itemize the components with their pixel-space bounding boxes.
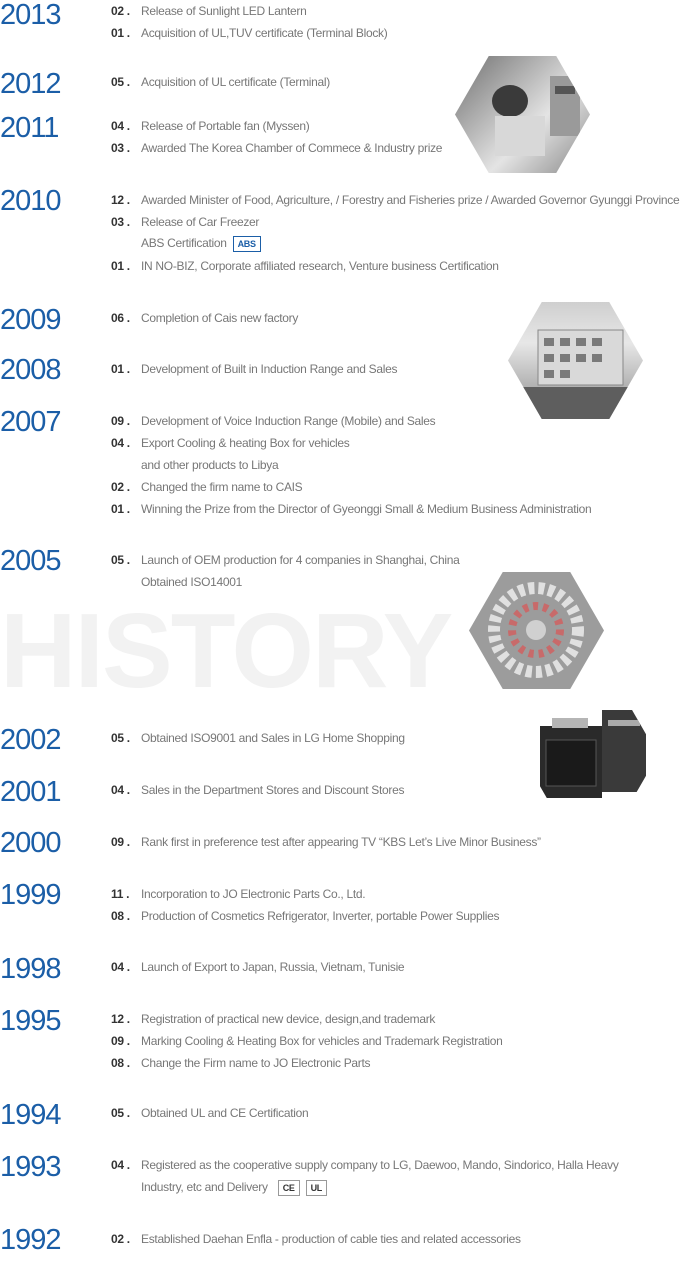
delivery-text: Industry, etc and Delivery <box>141 1180 268 1195</box>
entry-month: 02 . <box>111 4 130 18</box>
entry-text: Export Cooling & heating Box for vehicles <box>141 436 350 450</box>
entry-text: Production of Cosmetics Refrigerator, Inverter, portable Power Supplies <box>141 909 500 923</box>
entry-text-continued: and other products to Libya <box>141 458 279 472</box>
entry-text: Winning the Prize from the Director of Gyeonggi Small & Medium Business Administration <box>141 502 592 516</box>
entry-month: 01 . <box>111 362 130 376</box>
entry-text: Development of Built in Induction Range and Sales <box>141 362 398 376</box>
entry-text: Awarded Minister of Food, Agriculture, / Forestry and Fisheries prize / Awarded Governor Gyunggi Province <box>141 193 680 207</box>
entry-text: IN NO-BIZ, Corporate affiliated research, Venture business Certification <box>141 259 499 273</box>
factory-photo <box>508 302 643 419</box>
entry-month: 05 . <box>111 553 130 567</box>
year-label: 2009 <box>0 304 61 336</box>
year-label: 1999 <box>0 879 61 911</box>
entry-text: Change the Firm name to JO Electronic Parts <box>141 1056 371 1070</box>
year-label: 2005 <box>0 545 61 577</box>
year-label: 2002 <box>0 724 61 756</box>
ul-mark-icon: UL <box>306 1180 327 1196</box>
year-label: 2011 <box>0 112 59 144</box>
history-watermark: HISTORY <box>0 592 452 710</box>
entry-text: Changed the firm name to CAIS <box>141 480 303 494</box>
entry-text: Registration of practical new device, design,and trademark <box>141 1012 436 1026</box>
entry-text: Completion of Cais new factory <box>141 311 299 325</box>
year-label: 2001 <box>0 776 61 808</box>
entry-month: 11 . <box>111 887 130 901</box>
entry-month: 01 . <box>111 26 130 40</box>
entry-text: Acquisition of UL,TUV certificate (Terminal Block) <box>141 26 388 40</box>
entry-month: 09 . <box>111 835 130 849</box>
entry-month: 09 . <box>111 1034 130 1048</box>
researcher-photo <box>455 56 590 173</box>
entry-month: 04 . <box>111 783 130 797</box>
entry-text: Awarded The Korea Chamber of Commece & Industry prize <box>141 141 443 155</box>
ce-mark-icon: CE <box>278 1180 300 1196</box>
entry-month: 09 . <box>111 414 130 428</box>
entry-text: Obtained ISO9001 and Sales in LG Home Shopping <box>141 731 405 745</box>
entry-text: Registered as the cooperative supply company to LG, Daewoo, Mando, Sindorico, Halla Heavy <box>141 1158 619 1172</box>
entry-text: Acquisition of UL certificate (Terminal) <box>141 75 330 89</box>
entry-month: 02 . <box>111 1232 130 1246</box>
entry-text: Release of Sunlight LED Lantern <box>141 4 307 18</box>
year-label: 2010 <box>0 185 61 217</box>
entry-text: Obtained UL and CE Certification <box>141 1106 309 1120</box>
abs-certification-text: ABS Certification <box>141 236 227 251</box>
entry-month: 08 . <box>111 909 130 923</box>
entry-text: Established Daehan Enfla - production of cable ties and related accessories <box>141 1232 521 1246</box>
entry-month: 04 . <box>111 960 130 974</box>
entry-text: Development of Voice Induction Range (Mobile) and Sales <box>141 414 436 428</box>
entry-text: Release of Car Freezer <box>141 215 260 229</box>
entry-text: Rank first in preference test after appearing TV “KBS Let’s Live Minor Business” <box>141 835 541 849</box>
abs-logo-icon: ABS <box>233 236 261 252</box>
year-label: 1994 <box>0 1099 61 1131</box>
entry-text-continued <box>141 236 261 252</box>
entry-month: 08 . <box>111 1056 130 1070</box>
year-label: 1992 <box>0 1224 61 1256</box>
entry-month: 05 . <box>111 75 130 89</box>
entry-month: 04 . <box>111 119 130 133</box>
parts-photo <box>469 572 604 689</box>
entry-text: Sales in the Department Stores and Discount Stores <box>141 783 405 797</box>
entry-month: 12 . <box>111 193 130 207</box>
entry-text: Incorporation to JO Electronic Parts Co., Ltd. <box>141 887 366 901</box>
entry-text: Launch of Export to Japan, Russia, Vietnam, Tunisie <box>141 960 405 974</box>
year-label: 1995 <box>0 1005 61 1037</box>
entry-month: 03 . <box>111 141 130 155</box>
entry-month: 04 . <box>111 436 130 450</box>
cooling-box-photo <box>522 696 658 814</box>
entry-month: 01 . <box>111 502 130 516</box>
year-label: 2008 <box>0 354 61 386</box>
entry-text-continued <box>141 1180 327 1196</box>
entry-month: 05 . <box>111 731 130 745</box>
year-label: 1998 <box>0 953 61 985</box>
year-label: 2007 <box>0 406 61 438</box>
entry-month: 01 . <box>111 259 130 273</box>
entry-month: 04 . <box>111 1158 130 1172</box>
entry-text: Launch of OEM production for 4 companies in Shanghai, China <box>141 553 460 567</box>
year-label: 2013 <box>0 0 61 31</box>
entry-text: Marking Cooling & Heating Box for vehicles and Trademark Registration <box>141 1034 503 1048</box>
entry-text-continued: Obtained ISO14001 <box>141 575 242 589</box>
entry-month: 06 . <box>111 311 130 325</box>
entry-month: 03 . <box>111 215 130 229</box>
year-label: 2012 <box>0 68 61 100</box>
entry-month: 02 . <box>111 480 130 494</box>
year-label: 2000 <box>0 827 61 859</box>
entry-month: 05 . <box>111 1106 130 1120</box>
entry-month: 12 . <box>111 1012 130 1026</box>
year-label: 1993 <box>0 1151 61 1183</box>
entry-text: Release of Portable fan (Myssen) <box>141 119 310 133</box>
